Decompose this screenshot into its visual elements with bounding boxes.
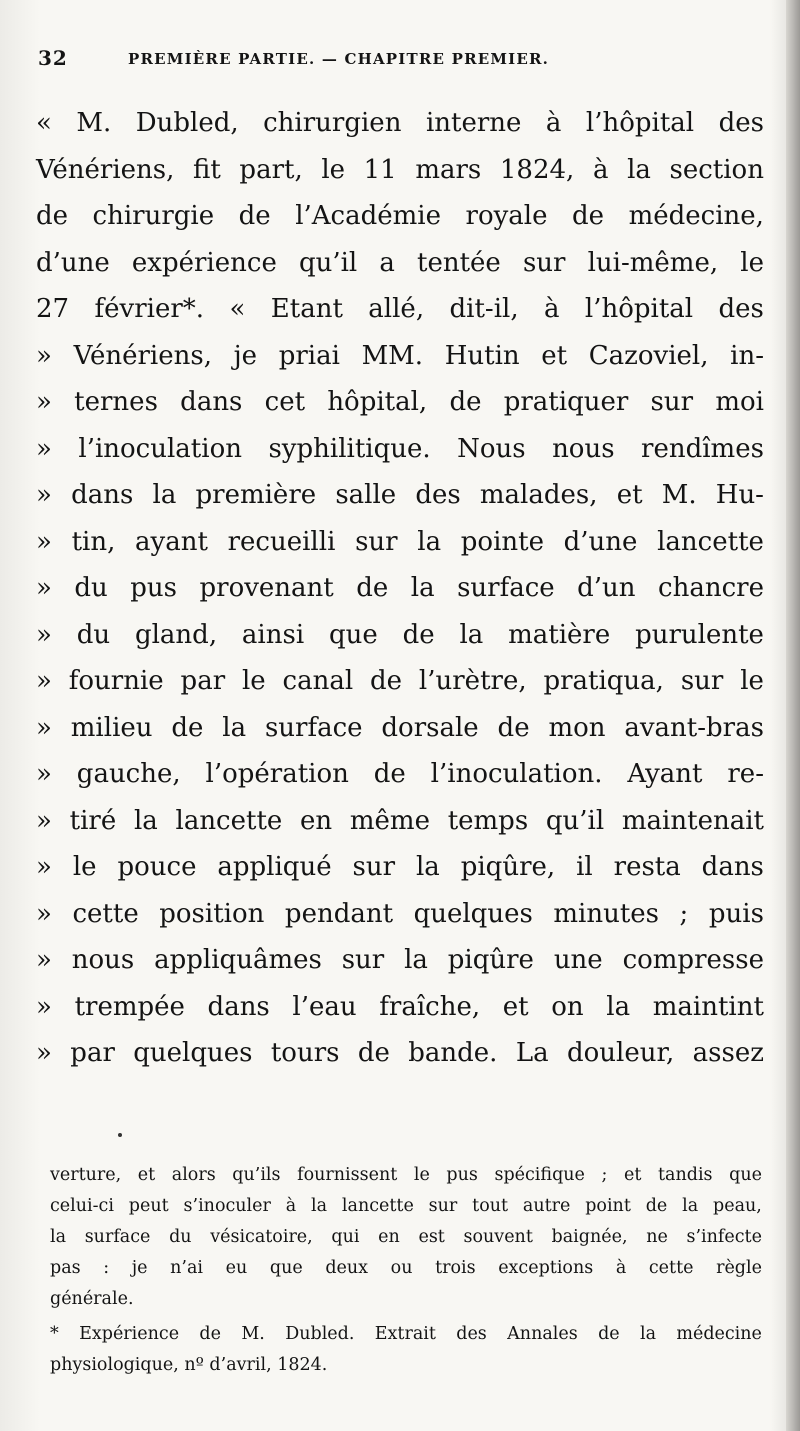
text-line: » milieu de la surface dorsale de mon avant-bras [36, 712, 764, 743]
text-line: » gauche, l’opération de l’inoculation. Ayant re- [36, 759, 764, 789]
text-line: » l’inoculation syphilitique. Nous nous rendîmes [36, 433, 764, 464]
text-line: » par quelques tours de bande. La douleur, assez [36, 1038, 764, 1068]
page-number: 32 [38, 46, 68, 70]
text-line: » fournie par le canal de l’urètre, pratiqua, sur le [36, 666, 764, 696]
text-line: » du pus provenant de la surface d’un chancre [36, 573, 764, 603]
page-edge-shadow [786, 0, 800, 1431]
text-line: de chirurgie de l’Académie royale de médecine, [36, 201, 764, 231]
text-line: » tiré la lancette en même temps qu’il maintenait [36, 805, 764, 836]
footnote-line: celui-ci peut s’inoculer à la lancette sur tout autre point de la peau, [50, 1196, 762, 1216]
text-line: » dans la première salle des malades, et M. Hu- [36, 480, 764, 510]
text-line: d’une expérience qu’il a tentée sur lui-même, le [36, 247, 764, 278]
text-line: » ternes dans cet hôpital, de pratiquer sur moi [36, 387, 764, 417]
text-line: « M. Dubled, chirurgien interne à l’hôpital des [36, 108, 764, 138]
footnote-star-line: physiologique, nº d’avril, 1824. [50, 1355, 328, 1375]
text-line: » trempée dans l’eau fraîche, et on la maintint [36, 991, 764, 1022]
footnote-star-line: * Expérience de M. Dubled. Extrait des Annales de la médecine [50, 1324, 762, 1344]
text-line: » Vénériens, je priai MM. Hutin et Cazoviel, in- [36, 340, 764, 371]
footnote-line: verture, et alors qu’ils fournissent le pus spécifique ; et tandis que [50, 1165, 762, 1185]
text-line: » le pouce appliqué sur la piqûre, il resta dans [36, 852, 764, 882]
text-line: » cette position pendant quelques minutes ; puis [36, 898, 764, 929]
footnote-line: pas : je n’ai eu que deux ou trois exceptions à cette règle [50, 1258, 762, 1278]
footnote-line: générale. [50, 1289, 134, 1309]
running-title: PREMIÈRE PARTIE. — CHAPITRE PREMIER. [128, 50, 550, 68]
footnote-separator [118, 1133, 122, 1137]
footnote-line: la surface du vésicatoire, qui en est souvent baignée, ne s’infecte [50, 1227, 762, 1247]
text-line: » nous appliquâmes sur la piqûre une compresse [36, 945, 764, 975]
page-header [38, 46, 768, 78]
text-line: » du gland, ainsi que de la matière purulente [36, 619, 764, 650]
footnotes [50, 1160, 762, 1381]
text-line: Vénériens, fit part, le 11 mars 1824, à la section [36, 154, 764, 185]
main-text [36, 100, 764, 1077]
text-line: 27 février*. « Etant allé, dit-il, à l’hôpital des [36, 294, 764, 324]
text-line: » tin, ayant recueilli sur la pointe d’une lancette [36, 526, 764, 557]
